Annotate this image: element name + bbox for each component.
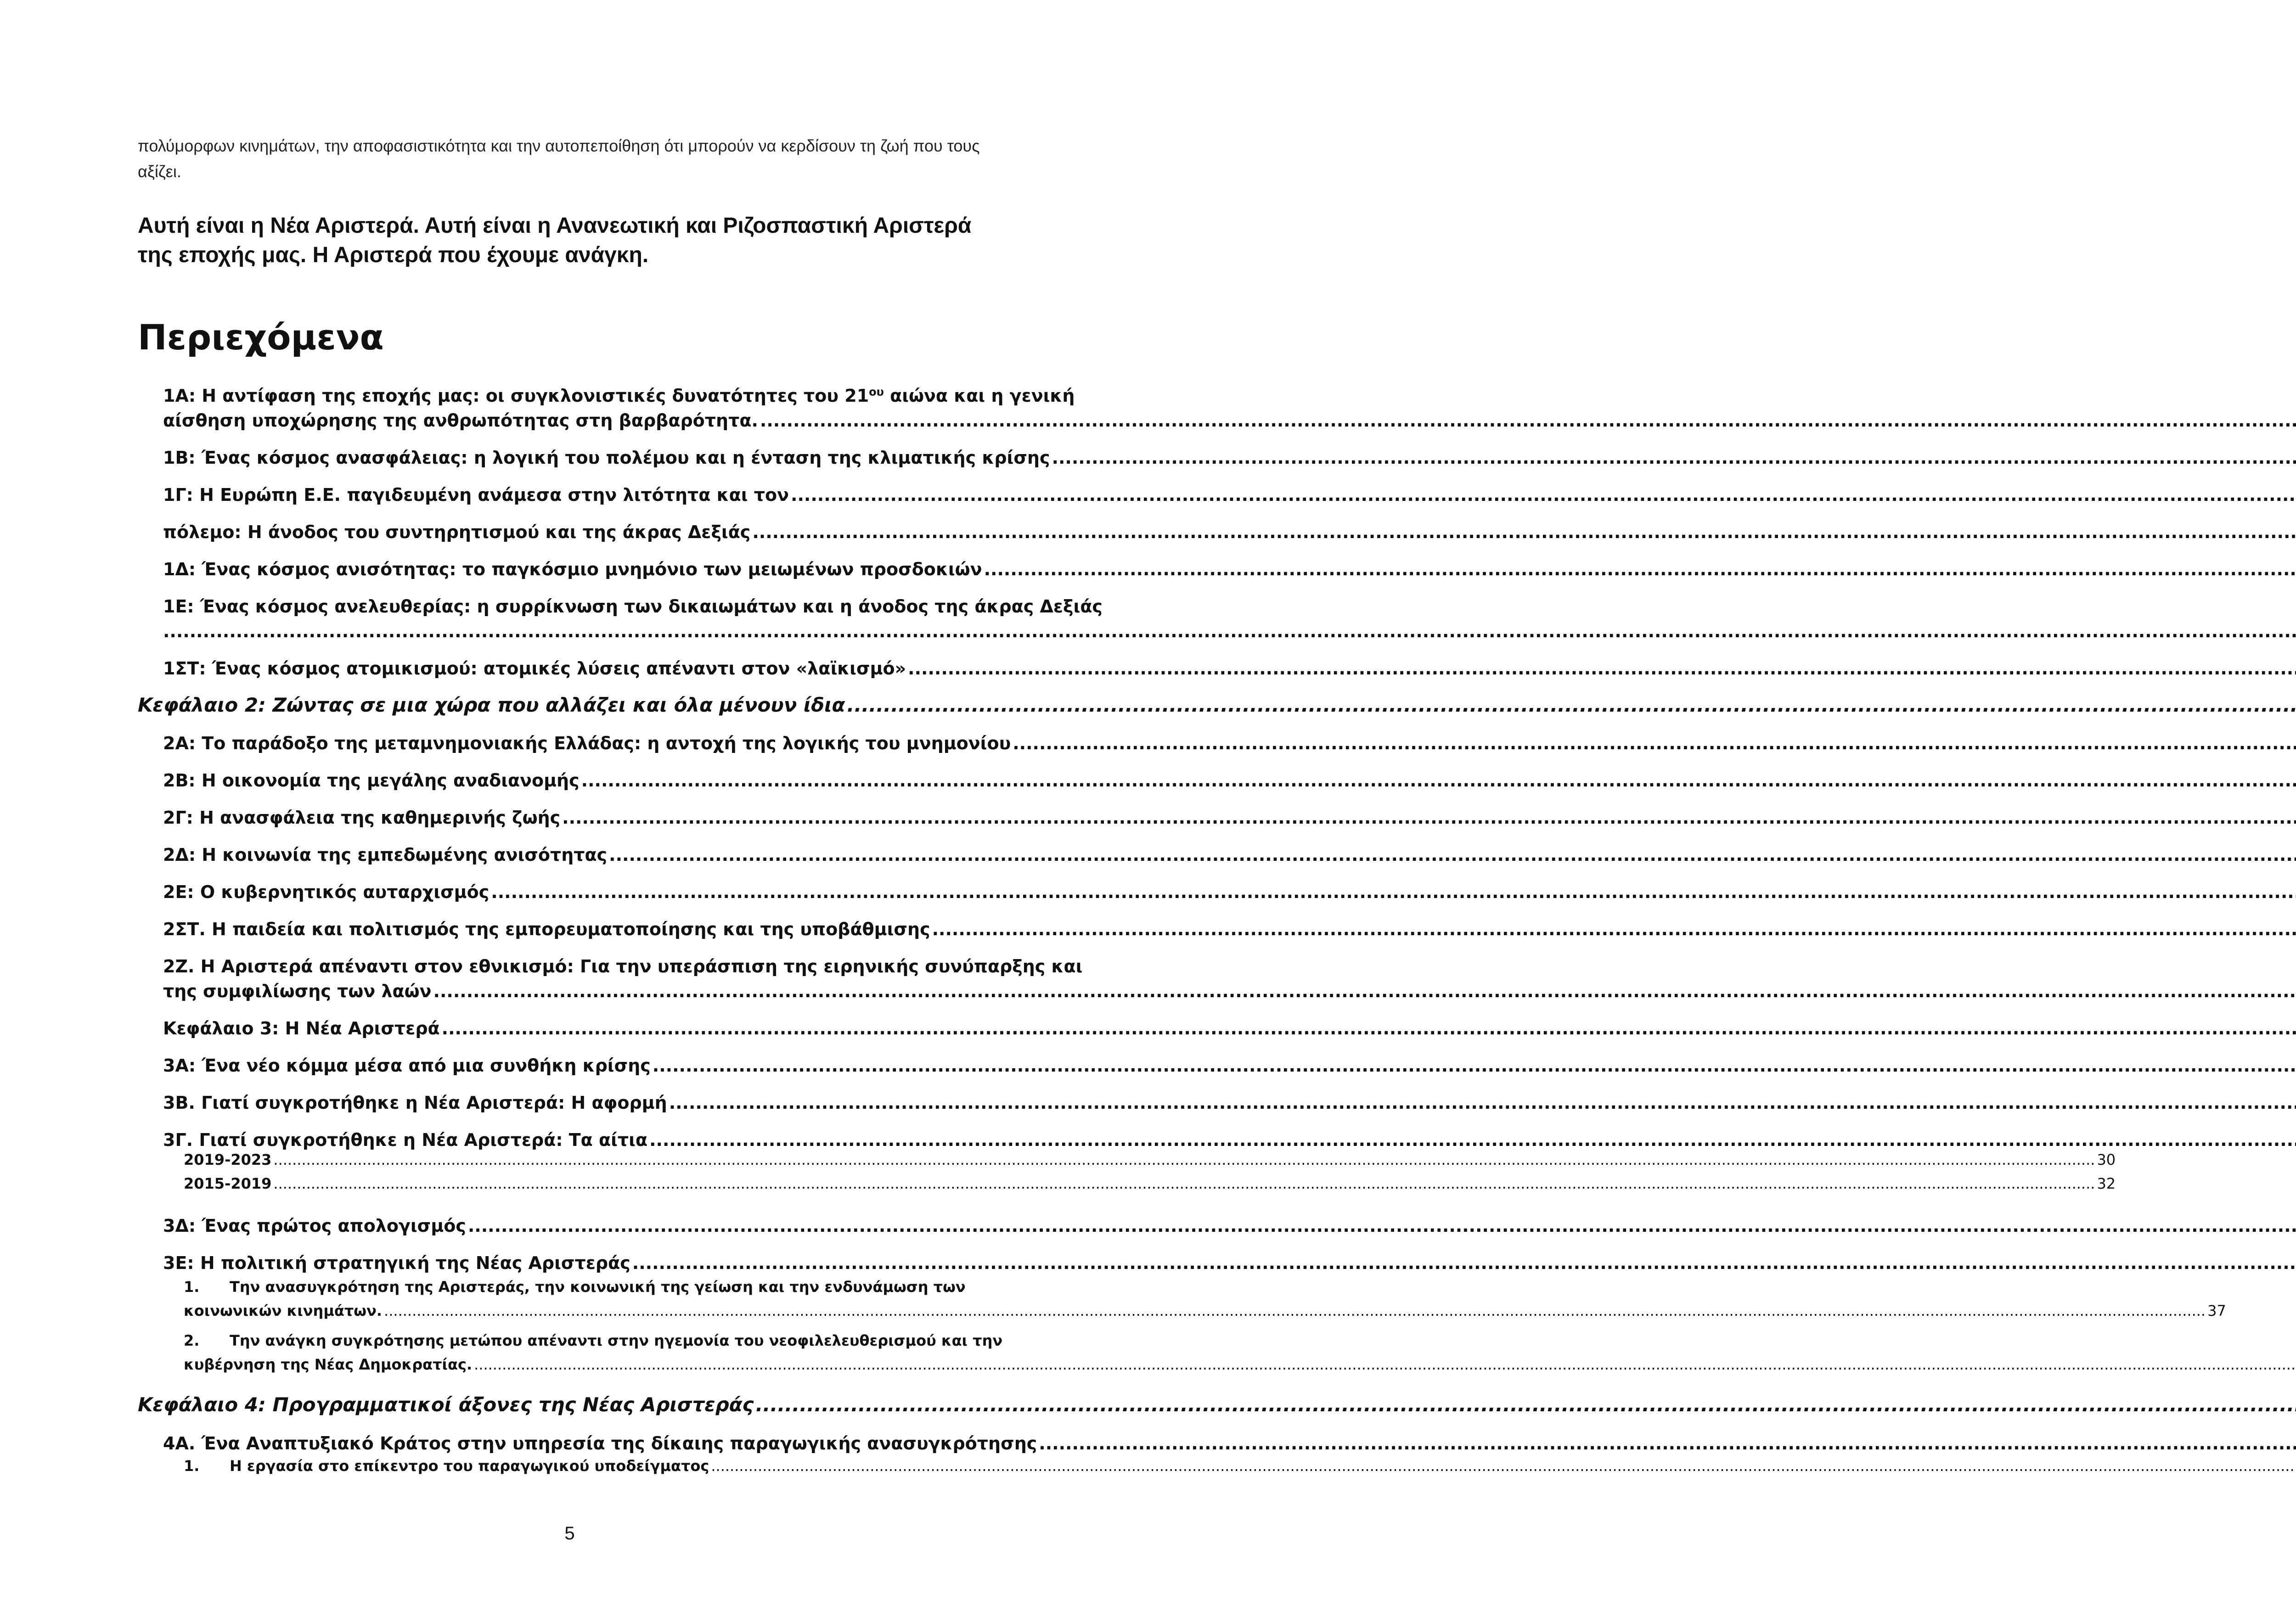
toc-entry-text: 2Β: Η οικονομία της μεγάλης αναδιανομής <box>163 770 580 791</box>
toc-leader-dots <box>760 408 2296 433</box>
page-number: 5 <box>564 1523 575 1544</box>
toc-entry-text: κοινωνικών κινημάτων. <box>184 1302 383 1319</box>
toc-leader-dots <box>1052 445 2296 470</box>
toc-leader-dots <box>273 1177 2095 1190</box>
toc-entry-text: 1Ε: Ένας κόσμος ανελευθερίας: η συρρίκνωση των δικαιωμάτων και η άνοδος της άκρας Δεξιάς <box>163 596 1103 617</box>
toc-numbered-entry-1[interactable] <box>184 1275 2226 1323</box>
toc-entry-2b[interactable] <box>163 768 1002 793</box>
toc-entry-text: της συμφιλίωσης των λαών <box>163 981 432 1001</box>
toc-entry-text: Κεφάλαιο 4: Προγραμματικοί άξονες της Νέας Αριστεράς <box>138 1393 754 1416</box>
toc-entry-text: αιώνα και η γενική <box>884 386 1075 406</box>
toc-entry-text: Κεφάλαιο 2: Ζώντας σε μια χώρα που αλλάζει και όλα μένουν ίδια <box>138 694 845 716</box>
toc-entry-3c[interactable] <box>163 1128 1002 1152</box>
toc-leader-dots <box>433 979 2296 1004</box>
toc-entry-2d[interactable] <box>163 842 1002 867</box>
toc-entry-1d[interactable] <box>163 557 1002 582</box>
toc-leader-dots <box>474 1353 2296 1376</box>
toc-entry-text: Κεφάλαιο 3: Η Νέα Αριστερά <box>163 1018 440 1038</box>
toc-entry-2z[interactable] <box>163 954 1083 1004</box>
toc-numbered-entry-2[interactable] <box>184 1329 1002 1376</box>
toc-entry-text: 1Β: Ένας κόσμος ανασφάλειας: η λογική του πολέμου και η ένταση της κλιματικής κρίσης <box>163 448 1050 468</box>
toc-entry-text: 1Γ: Η Ευρώπη Ε.Ε. παγιδευμένη ανάμεσα στην λιτότητα και τον <box>163 485 789 505</box>
toc-leader-dots <box>984 557 2296 582</box>
toc-leader-dots <box>791 483 2296 507</box>
toc-numbered-entry-4a-1[interactable] <box>184 1454 1002 1478</box>
toc-entry-2c[interactable] <box>163 805 1002 830</box>
toc-entry-4a[interactable] <box>163 1431 1037 1456</box>
toc-leader-dots <box>649 1128 2296 1152</box>
toc-leader-dots <box>632 1251 2296 1275</box>
toc-entry-text: 1Δ: Ένας κόσμος ανισότητας: το παγκόσμιο μνημόνιο των μειωμένων προσδοκιών <box>163 559 982 579</box>
toc-heading: Περιεχόμενα <box>138 317 384 358</box>
toc-subentry-2019-2023[interactable] <box>184 1151 2116 1168</box>
toc-entry-3b[interactable] <box>163 1090 1002 1115</box>
toc-entry-text: πόλεμο: Η άνοδος του συντηρητισμού και της άκρας Δεξιάς <box>163 522 751 542</box>
intro-paragraph: πολύμορφων κινημάτων, την αποφασιστικότητα και την αυτοπεποίθηση ότι μπορούν να κερδίσουν τη ζωή που τους αξίζει. <box>138 136 980 181</box>
toc-page-number: 30 <box>2097 1151 2116 1168</box>
toc-page-number: 32 <box>2097 1175 2116 1192</box>
toc-leader-dots <box>752 520 2296 544</box>
toc-entry-chapter-3[interactable] <box>163 1016 1002 1041</box>
toc-entry-text: Την ανασυγκρότηση της Αριστεράς, την κοινωνική της γείωση και την ενδυνάμωση των <box>230 1278 966 1296</box>
toc-entry-2st[interactable] <box>163 917 1002 942</box>
toc-entry-number: 1. <box>184 1457 200 1475</box>
toc-entry-1b[interactable] <box>163 445 1050 470</box>
toc-entry-text: 1Α: Η αντίφαση της εποχής μας: οι συγκλονιστικές δυνατότητες του 21 <box>163 386 869 406</box>
toc-entry-1a[interactable] <box>163 383 1075 433</box>
toc-entry-1e[interactable] <box>163 594 1103 644</box>
toc-entry-superscript: ου <box>869 385 884 399</box>
toc-entry-text: 3Δ: Ένας πρώτος απολογισμός <box>163 1216 466 1236</box>
toc-entry-1c[interactable] <box>163 483 1002 507</box>
toc-entry-1c-cont[interactable] <box>163 520 1002 544</box>
toc-entry-2a[interactable] <box>163 731 1011 756</box>
toc-leader-dots <box>847 691 2296 719</box>
intro-bold-line-2: της εποχής μας. Η Αριστερά που έχουμε ανάγκη. <box>138 243 649 267</box>
toc-leader-dots <box>1039 1431 2296 1456</box>
toc-entry-number: 2. <box>184 1332 200 1349</box>
toc-entry-text: 1ΣΤ: Ένας κόσμος ατομικισμού: ατομικές λύσεις απέναντι στον «λαϊκισμό» <box>163 658 906 679</box>
toc-entry-text: 3Γ. Γιατί συγκροτήθηκε η Νέα Αριστερά: Τα αίτια <box>163 1130 648 1150</box>
toc-entry-text: Την ανάγκη συγκρότησης μετώπου απέναντι στην ηγεμονία του νεοφιλελευθερισμού και την <box>230 1332 1003 1349</box>
toc-entry-text: κυβέρνηση της Νέας Δημοκρατίας. <box>184 1356 473 1373</box>
toc-leader-dots <box>442 1016 2296 1041</box>
toc-entry-text: Η εργασία στο επίκεντρο του παραγωγικού υποδείγματος <box>230 1457 709 1475</box>
toc-leader-dots <box>932 917 2296 942</box>
toc-leader-dots <box>609 842 2296 867</box>
toc-leader-dots <box>468 1213 2296 1238</box>
toc-entry-text: 2Ζ. Η Αριστερά απέναντι στον εθνικισμό: Για την υπεράσπιση της ειρηνικής συνύπαρξης και <box>163 956 1083 977</box>
toc-entry-text: 2Ε: Ο κυβερνητικός αυταρχισμός <box>163 882 490 902</box>
toc-entry-text: 3Β. Γιατί συγκροτήθηκε η Νέα Αριστερά: Η αφορμή <box>163 1093 667 1113</box>
intro-bold-line-1: Αυτή είναι η Νέα Αριστερά. Αυτή είναι η Ανανεωτική και Ριζοσπαστική Αριστερά <box>138 213 972 238</box>
toc-entry-1st[interactable] <box>163 656 1002 681</box>
toc-chapter-4[interactable] <box>138 1391 1002 1419</box>
toc-entry-text: 3Α: Ένα νέο κόμμα μέσα από μια συνθήκη κρίσης <box>163 1055 651 1076</box>
toc-subentry-2015-2019[interactable] <box>184 1175 2116 1192</box>
toc-entry-3d[interactable] <box>163 1213 1002 1238</box>
toc-leader-dots <box>755 1391 2296 1419</box>
toc-entry-text: 2Α: Το παράδοξο της μεταμνημονιακής Ελλάδας: η αντοχή της λογικής του μνημονίου <box>163 733 1011 753</box>
toc-entry-3e[interactable] <box>163 1251 1002 1275</box>
toc-leader-dots <box>273 1153 2095 1167</box>
toc-entry-2e[interactable] <box>163 880 1002 904</box>
toc-leader-dots <box>384 1299 2206 1323</box>
toc-entry-text: 2015-2019 <box>184 1175 272 1192</box>
toc-leader-dots <box>1013 731 2296 756</box>
toc-entry-text: 4Α. Ένα Αναπτυξιακό Κράτος στην υπηρεσία της δίκαιης παραγωγικής ανασυγκρότησης <box>163 1433 1037 1454</box>
toc-entry-text: 3Ε: Η πολιτική στρατηγική της Νέας Αριστεράς <box>163 1253 630 1273</box>
toc-entry-number: 1. <box>184 1278 200 1296</box>
toc-chapter-2[interactable] <box>138 691 1002 719</box>
toc-leader-dots <box>581 768 2296 793</box>
toc-entry-text: αίσθηση υποχώρησης της ανθρωπότητας στη βαρβαρότητα. <box>163 410 758 431</box>
toc-leader-dots <box>669 1090 2296 1115</box>
toc-entry-text: 2019-2023 <box>184 1151 272 1168</box>
toc-leader-dots <box>908 656 2296 681</box>
toc-entry-text: 2Γ: Η ανασφάλεια της καθημερινής ζωής <box>163 808 561 828</box>
toc-page-number: 37 <box>2207 1302 2226 1319</box>
toc-leader-dots <box>562 805 2296 830</box>
toc-leader-dots <box>163 619 2296 644</box>
toc-leader-dots <box>491 880 2296 904</box>
toc-entry-text: 2Δ: Η κοινωνία της εμπεδωμένης ανισότητας <box>163 845 608 865</box>
toc-leader-dots <box>711 1454 2296 1478</box>
toc-leader-dots <box>653 1053 2296 1078</box>
toc-entry-3a[interactable] <box>163 1053 1002 1078</box>
toc-entry-text: 2ΣΤ. Η παιδεία και πολιτισμός της εμπορευματοποίησης και της υποβάθμισης <box>163 919 930 939</box>
